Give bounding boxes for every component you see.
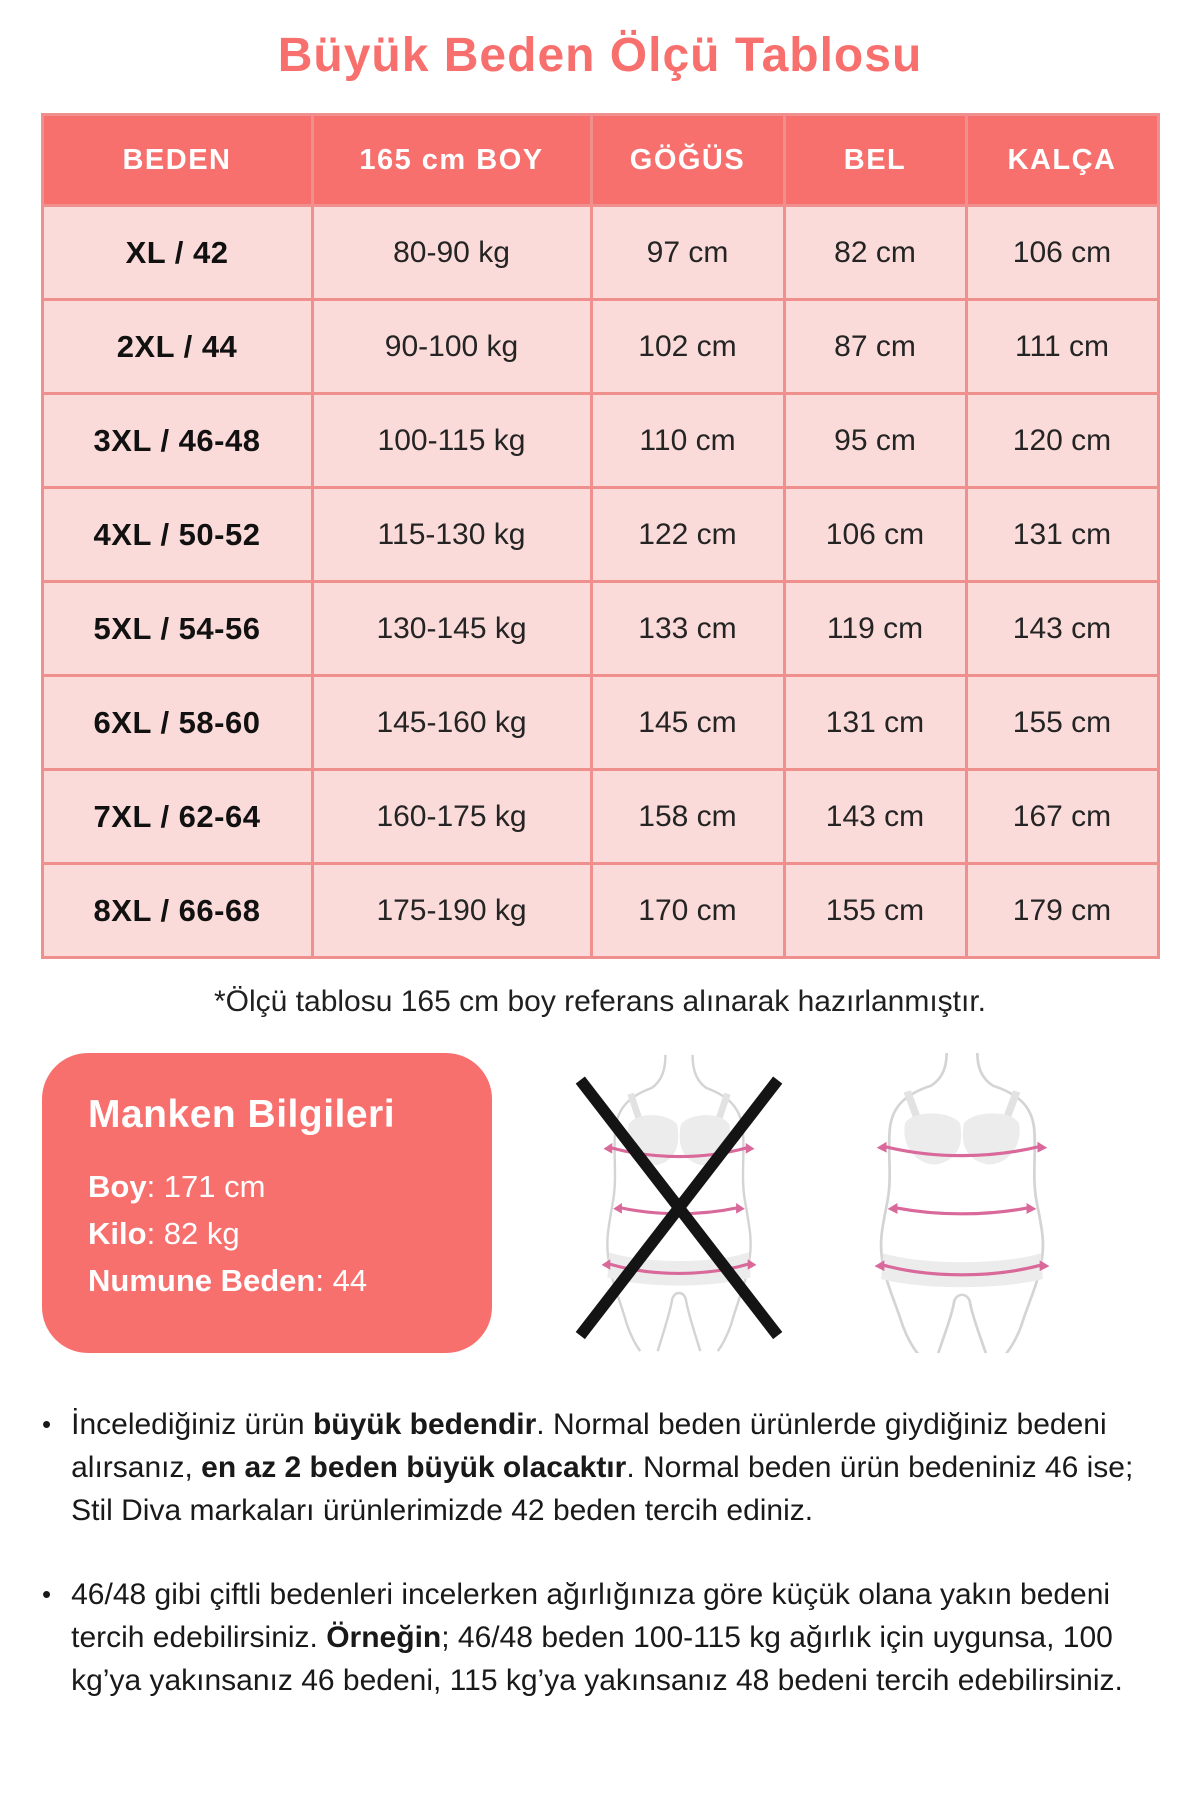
bullet-dot-icon: • [42, 1409, 52, 1439]
size-row [42, 488, 1158, 582]
model-info-field: Kilo: 82 kg [88, 1216, 240, 1252]
size-table-header-row [42, 115, 1158, 206]
size-cell: 131 cm [966, 488, 1158, 582]
size-row [42, 206, 1158, 300]
size-cell: 106 cm [966, 206, 1158, 300]
size-cell: 115-130 kg [312, 488, 591, 582]
size-table-body [42, 206, 1158, 958]
model-info-card [42, 1053, 492, 1353]
size-cell: 102 cm [591, 300, 784, 394]
size-cell: 106 cm [784, 488, 966, 582]
size-cell-beden: 2XL / 44 [42, 300, 312, 394]
size-cell-beden: 8XL / 66-68 [42, 864, 312, 958]
size-cell-beden: 3XL / 46-48 [42, 394, 312, 488]
size-cell: 160-175 kg [312, 770, 591, 864]
size-row [42, 394, 1158, 488]
model-info-field: Numune Beden: 44 [88, 1263, 368, 1299]
model-info-field: Boy: 171 cm [88, 1169, 266, 1204]
size-cell: 179 cm [966, 864, 1158, 958]
size-row [42, 676, 1158, 770]
size-cell: 167 cm [966, 770, 1158, 864]
size-table [41, 113, 1160, 959]
size-cell-beden: 5XL / 54-56 [42, 582, 312, 676]
size-notes-list [42, 1403, 1155, 1702]
header-cell: GÖĞÜS [591, 115, 784, 206]
note-bullet [42, 1573, 1155, 1703]
size-row [42, 770, 1158, 864]
size-cell: 155 cm [966, 676, 1158, 770]
size-cell: 80-90 kg [312, 206, 591, 300]
size-cell: 145 cm [591, 676, 784, 770]
size-cell: 100-115 kg [312, 394, 591, 488]
page-title: Büyük Beden Ölçü Tablosu [277, 29, 923, 82]
size-cell: 111 cm [966, 300, 1158, 394]
size-row [42, 582, 1158, 676]
size-cell: 145-160 kg [312, 676, 591, 770]
bullet-text: İncelediğiniz ürün büyük bedendir. Normal beden ürünlerde giydiğiniz bedeni alırsanız, en az 2 beden büyük olacaktır. Normal beden ürün bedeniniz 46 ise; Stil Diva markaları ürünlerimizde 42 beden tercih ediniz. [71, 1408, 1134, 1528]
size-cell: 143 cm [966, 582, 1158, 676]
model-info-title: Manken Bilgileri [88, 1093, 396, 1136]
size-cell: 130-145 kg [312, 582, 591, 676]
size-row [42, 864, 1158, 958]
note-bullet [42, 1403, 1155, 1533]
bullet-dot-icon: • [42, 1578, 52, 1609]
body-silhouette-crossed-icon [565, 1053, 793, 1353]
model-info-section [42, 1053, 1158, 1353]
size-cell: 120 cm [966, 394, 1158, 488]
size-cell-beden: 6XL / 58-60 [42, 676, 312, 770]
size-cell: 143 cm [784, 770, 966, 864]
size-cell: 155 cm [784, 864, 966, 958]
size-cell: 122 cm [591, 488, 784, 582]
size-cell-beden: XL / 42 [42, 206, 312, 300]
size-cell: 110 cm [591, 394, 784, 488]
header-cell: 165 cm BOY [312, 115, 591, 206]
size-cell: 133 cm [591, 582, 784, 676]
size-cell: 119 cm [784, 582, 966, 676]
measurement-figures [492, 1053, 1158, 1353]
size-row [42, 300, 1158, 394]
size-cell: 87 cm [784, 300, 966, 394]
size-cell: 82 cm [784, 206, 966, 300]
size-cell: 158 cm [591, 770, 784, 864]
model-info-fields [88, 1163, 446, 1304]
size-cell-beden: 7XL / 62-64 [42, 770, 312, 864]
header-cell: BEDEN [42, 115, 312, 206]
size-cell: 170 cm [591, 864, 784, 958]
size-cell: 97 cm [591, 206, 784, 300]
table-note: *Ölçü tablosu 165 cm boy referans alınarak hazırlanmıştır. [213, 985, 987, 1018]
size-cell: 175-190 kg [312, 864, 591, 958]
header-cell: KALÇA [966, 115, 1158, 206]
size-cell: 131 cm [784, 676, 966, 770]
size-cell-beden: 4XL / 50-52 [42, 488, 312, 582]
size-cell: 95 cm [784, 394, 966, 488]
bullet-text: 46/48 gibi çiftli bedenleri incelerken ağırlığınıza göre küçük olana yakın bedeni tercih edebilirsiniz. Örneğin; 46/48 beden 100-115 kg ağırlık için uygunsa, 100 kg’ya yakınsanız 46 bedeni, 115 kg’ya yakınsanız 48 bedeni tercih edebilirsiniz. [71, 1577, 1123, 1697]
header-cell: BEL [784, 115, 966, 206]
body-silhouette-icon [848, 1053, 1076, 1353]
size-cell: 90-100 kg [312, 300, 591, 394]
